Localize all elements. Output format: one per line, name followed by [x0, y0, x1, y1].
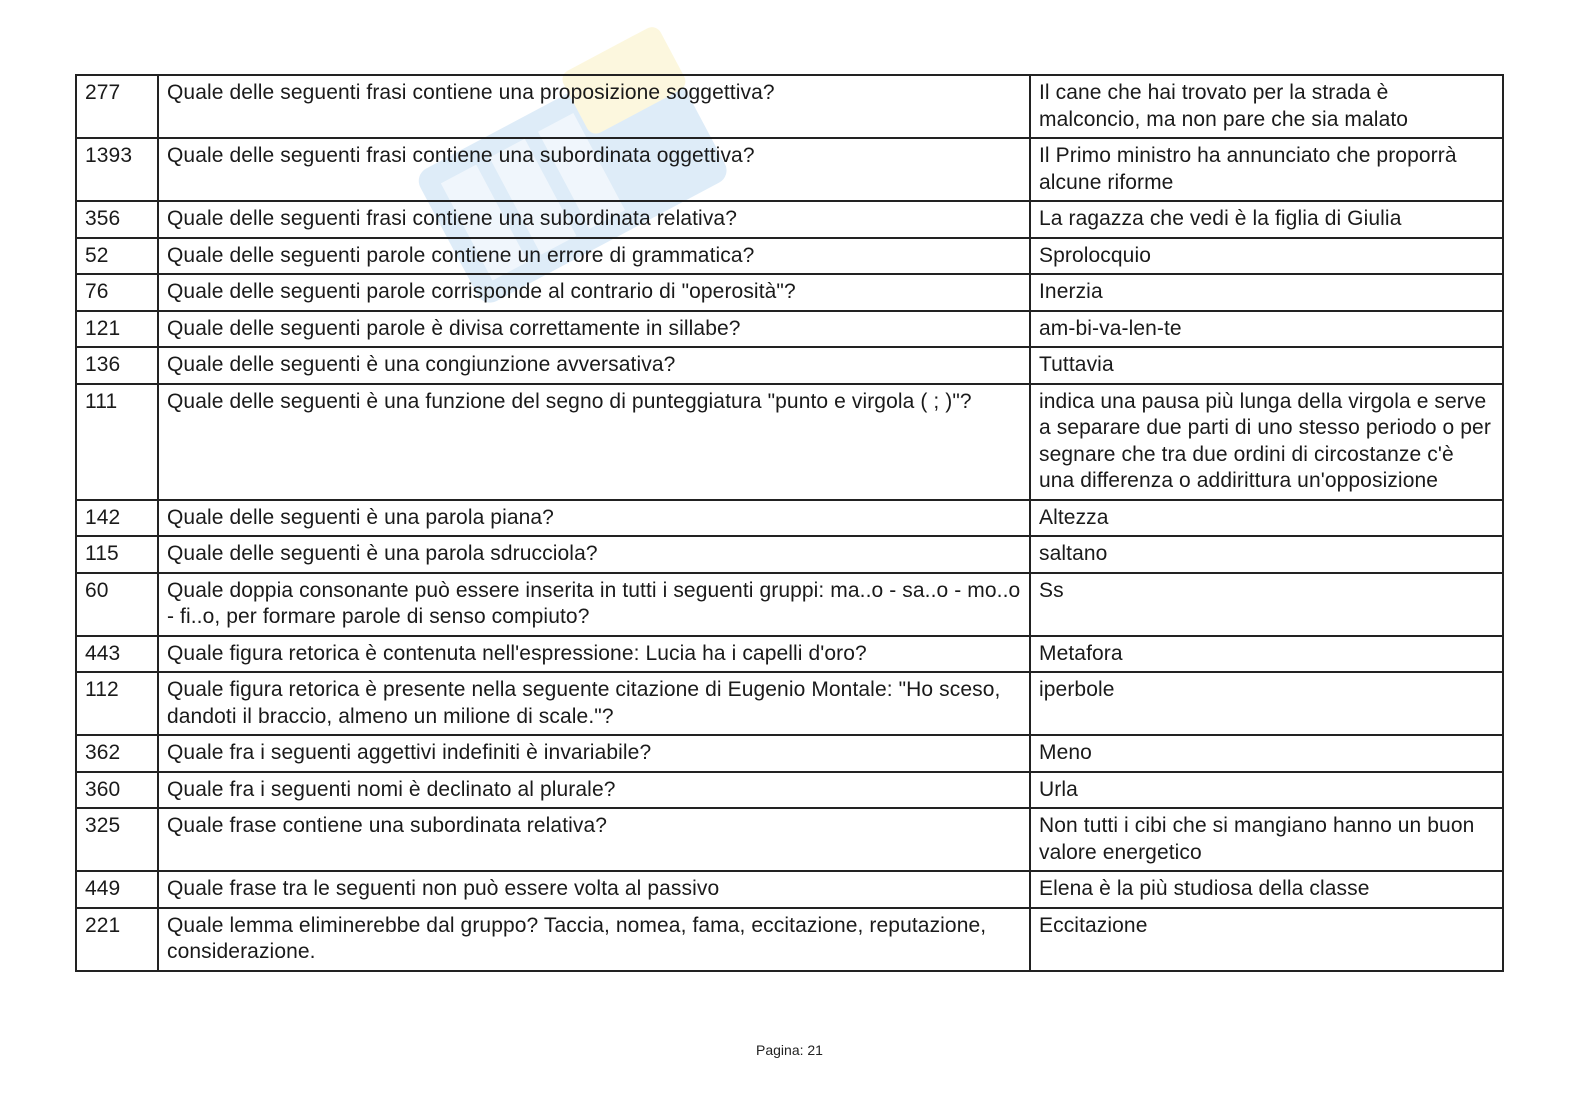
table-row: [76, 871, 1503, 908]
answer-text: Urla: [1030, 772, 1503, 809]
table-row: [76, 347, 1503, 384]
answer-text: am-bi-va-len-te: [1030, 311, 1503, 348]
answer-text: Altezza: [1030, 500, 1503, 537]
table-row: [76, 138, 1503, 201]
table-row: [76, 75, 1503, 138]
table-row: [76, 772, 1503, 809]
table-row: [76, 573, 1503, 636]
question-text: Quale delle seguenti è una parola piana?: [158, 500, 1030, 537]
answer-text: iperbole: [1030, 672, 1503, 735]
questions-table: [75, 74, 1504, 972]
answer-text: indica una pausa più lunga della virgola e serve a separare due parti di uno stesso periodo o per segnare che tra due ordini di circostanze c'è una differenza o addirittura un'opposizione: [1030, 384, 1503, 500]
table-row: [76, 500, 1503, 537]
table-row: [76, 672, 1503, 735]
answer-text: Tuttavia: [1030, 347, 1503, 384]
question-number: 76: [76, 274, 158, 311]
question-text: Quale fra i seguenti aggettivi indefiniti è invariabile?: [158, 735, 1030, 772]
answer-text: Il cane che hai trovato per la strada è malconcio, ma non pare che sia malato: [1030, 75, 1503, 138]
question-text: Quale delle seguenti parole è divisa correttamente in sillabe?: [158, 311, 1030, 348]
table-row: [76, 384, 1503, 500]
question-number: 356: [76, 201, 158, 238]
question-number: 221: [76, 908, 158, 971]
question-text: Quale figura retorica è contenuta nell'espressione: Lucia ha i capelli d'oro?: [158, 636, 1030, 673]
question-number: 52: [76, 238, 158, 275]
answer-text: Meno: [1030, 735, 1503, 772]
question-text: Quale delle seguenti parole corrisponde al contrario di "operosità"?: [158, 274, 1030, 311]
question-text: Quale delle seguenti frasi contiene una proposizione soggettiva?: [158, 75, 1030, 138]
question-text: Quale delle seguenti è una congiunzione avversativa?: [158, 347, 1030, 384]
answer-text: Non tutti i cibi che si mangiano hanno un buon valore energetico: [1030, 808, 1503, 871]
table-row: [76, 274, 1503, 311]
answer-text: Inerzia: [1030, 274, 1503, 311]
page-number: Pagina: 21: [756, 1042, 823, 1058]
question-number: 443: [76, 636, 158, 673]
answer-text: Metafora: [1030, 636, 1503, 673]
answer-text: saltano: [1030, 536, 1503, 573]
table-row: [76, 311, 1503, 348]
question-text: Quale delle seguenti parole contiene un errore di grammatica?: [158, 238, 1030, 275]
question-number: 325: [76, 808, 158, 871]
question-text: Quale delle seguenti frasi contiene una subordinata oggettiva?: [158, 138, 1030, 201]
table-row: [76, 238, 1503, 275]
question-text: Quale delle seguenti è una parola sdrucciola?: [158, 536, 1030, 573]
table-row: [76, 735, 1503, 772]
answer-text: Ss: [1030, 573, 1503, 636]
question-number: 112: [76, 672, 158, 735]
question-text: Quale delle seguenti è una funzione del segno di punteggiatura "punto e virgola ( ; )"?: [158, 384, 1030, 500]
question-text: Quale fra i seguenti nomi è declinato al plurale?: [158, 772, 1030, 809]
question-text: Quale frase tra le seguenti non può essere volta al passivo: [158, 871, 1030, 908]
answer-text: Elena è la più studiosa della classe: [1030, 871, 1503, 908]
question-number: 362: [76, 735, 158, 772]
question-number: 60: [76, 573, 158, 636]
table-row: [76, 908, 1503, 971]
question-text: Quale lemma eliminerebbe dal gruppo? Taccia, nomea, fama, eccitazione, reputazione, considerazione.: [158, 908, 1030, 971]
question-number: 1393: [76, 138, 158, 201]
table-row: [76, 808, 1503, 871]
question-number: 111: [76, 384, 158, 500]
answer-text: Eccitazione: [1030, 908, 1503, 971]
answer-text: Sprolocquio: [1030, 238, 1503, 275]
question-number: 121: [76, 311, 158, 348]
table-row: [76, 536, 1503, 573]
question-number: 277: [76, 75, 158, 138]
question-number: 360: [76, 772, 158, 809]
table-row: [76, 636, 1503, 673]
question-text: Quale figura retorica è presente nella seguente citazione di Eugenio Montale: "Ho sceso, dandoti il braccio, almeno un milione di scale."?: [158, 672, 1030, 735]
question-text: Quale delle seguenti frasi contiene una subordinata relativa?: [158, 201, 1030, 238]
answer-text: Il Primo ministro ha annunciato che proporrà alcune riforme: [1030, 138, 1503, 201]
question-text: Quale frase contiene una subordinata relativa?: [158, 808, 1030, 871]
question-number: 136: [76, 347, 158, 384]
question-text: Quale doppia consonante può essere inserita in tutti i seguenti gruppi: ma..o - sa..o - mo..o - fi..o, per formare parole di senso compiuto?: [158, 573, 1030, 636]
question-number: 115: [76, 536, 158, 573]
question-number: 449: [76, 871, 158, 908]
table-row: [76, 201, 1503, 238]
answer-text: La ragazza che vedi è la figlia di Giulia: [1030, 201, 1503, 238]
question-number: 142: [76, 500, 158, 537]
